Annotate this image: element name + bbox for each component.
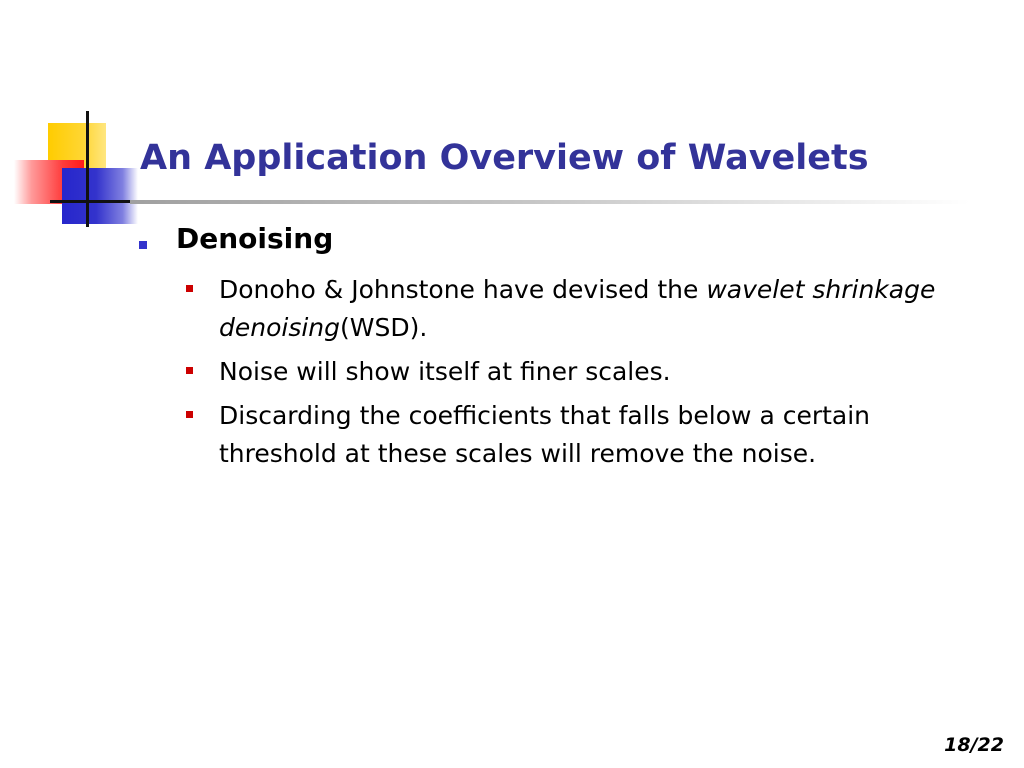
- list-item-emphasis: wavelet shrinkage denoising: [219, 275, 936, 342]
- list-item-text: [219, 271, 989, 347]
- list-item-tail: (WSD).: [340, 313, 428, 342]
- level1-bullet-icon: [139, 241, 147, 249]
- level2-bullet-icon: [186, 285, 193, 292]
- level2-bullet-icon: [186, 411, 193, 418]
- page-number: 18/22: [944, 734, 1004, 756]
- list-item-text: Discarding the coefficients that falls below a certain threshold at these scales will remove the noise.: [219, 401, 871, 468]
- level2-bullet-icon: [186, 367, 193, 374]
- list-item-lead: Donoho & Johnstone have devised the: [219, 275, 707, 304]
- list-item-text: Noise will show itself at finer scales.: [219, 357, 671, 386]
- section-heading: Denoising: [176, 222, 334, 255]
- slide-title: An Application Overview of Wavelets: [140, 138, 869, 178]
